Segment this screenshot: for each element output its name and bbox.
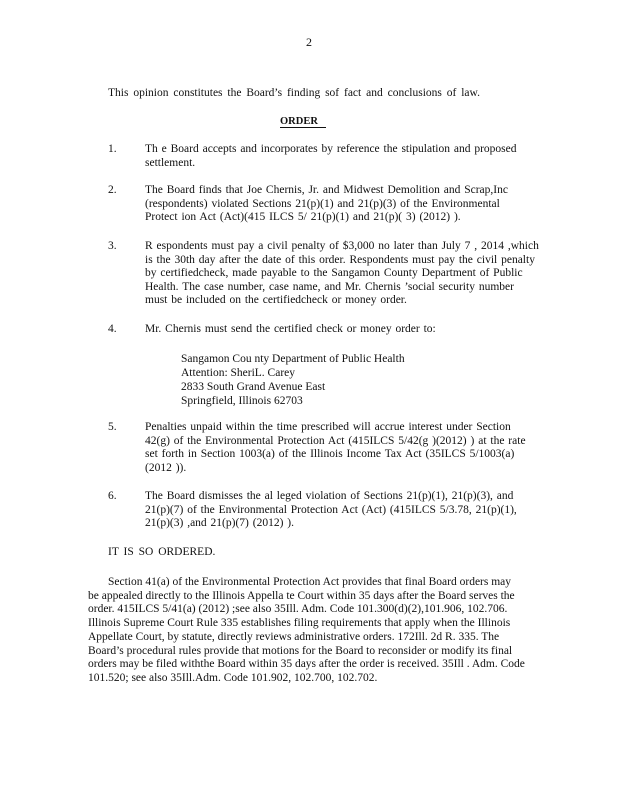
item-line: is the 30th day after the date of this order. Respondents must pay the civil penalty	[145, 253, 535, 266]
item-line: R espondents must pay a civil penalty of $3,000 no later than July 7 , 2014 ,which	[145, 240, 539, 252]
item-number: 6.	[108, 490, 117, 502]
item-line: Th e Board accepts and incorporates by reference the stipulation and proposed	[145, 143, 517, 155]
item-number: 4.	[108, 323, 117, 335]
item-line: set forth in Section 1003(a) of the Illinois Income Tax Act (35ILCS 5/1003(a)	[145, 448, 515, 460]
order-heading: ORDER	[280, 116, 326, 128]
item-line: Penalties unpaid within the time prescribed will accrue interest under Section	[145, 421, 511, 433]
paragraph-line: order. 415ILCS 5/41(a) (2012) ;see also 35Ill. Adm. Code 101.300(d)(2),101.906, 102.706.	[88, 603, 508, 616]
item-line: Health. The case number, case name, and Mr. Chernis ’social security number	[145, 280, 514, 293]
so-ordered: IT IS SO ORDERED.	[108, 546, 216, 558]
item-line: 21(p)(3) ,and 21(p)(7) (2012) ).	[145, 517, 294, 529]
item-line: (2012 )).	[145, 461, 187, 474]
payment-address	[181, 352, 405, 408]
address-line: 2833 South Grand Avenue East	[181, 381, 326, 393]
address-line: Sangamon Cou nty Department of Public Health	[181, 353, 405, 365]
item-line: by certifiedcheck, made payable to the Sangamon County Department of Public	[145, 267, 523, 279]
order-item-3	[145, 240, 540, 308]
paragraph-line: Section 41(a) of the Environmental Protection Act provides that final Board orders may	[108, 576, 512, 588]
item-line: Protect ion Act (Act)(415 ILCS 5/ 21(p)(1) and 21(p)( 3) (2012) ).	[145, 211, 461, 223]
appeal-paragraph	[88, 576, 533, 686]
paragraph-line: Board’s procedural rules provide that motions for the Board to reconsider or modify its final	[88, 644, 513, 657]
item-number: 1.	[108, 143, 117, 155]
order-item-4	[145, 323, 540, 337]
item-number: 2.	[108, 184, 117, 196]
item-line: The Board finds that Joe Chernis, Jr. and Midwest Demolition and Scrap,Inc	[145, 184, 508, 196]
order-item-1	[145, 143, 540, 170]
item-line: 21(p)(7) of the Environmental Protection Act (Act) (415ILCS 5/3.78, 21(p)(1),	[145, 503, 517, 516]
item-number: 5.	[108, 421, 117, 433]
address-line: Springfield, Illinois 62703	[181, 395, 303, 407]
item-line: The Board dismisses the al leged violation of Sections 21(p)(1), 21(p)(3), and	[145, 490, 514, 502]
intro-text: This opinion constitutes the Board’s finding sof fact and conclusions of law.	[108, 87, 480, 99]
paragraph-line: orders may be filed withthe Board within 35 days after the order is received. 35Ill . Adm. Code	[88, 658, 525, 671]
item-line: 42(g) of the Environmental Protection Act (415ILCS 5/42(g )(2012) ) at the rate	[145, 434, 526, 447]
item-line: settlement.	[145, 156, 196, 169]
item-line: Mr. Chernis must send the certified check or money order to:	[145, 323, 436, 335]
order-item-2	[145, 184, 540, 225]
item-line: (respondents) violated Sections 21(p)(1) and 21(p)(3) of the Environmental	[145, 197, 500, 210]
item-number: 3.	[108, 240, 117, 252]
paragraph-line: Illinois Supreme Court Rule 335 establishes filing requirements that apply when the Illinois	[88, 617, 511, 630]
paragraph-line: 101.520; see also 35Ill.Adm. Code 101.902, 102.700, 102.702.	[88, 671, 378, 684]
paragraph-line: Appellate Court, by statute, directly reviews administrative orders. 172Ill. 2d R. 335. The	[88, 630, 500, 643]
item-line: must be included on the certifiedcheck or money order.	[145, 294, 407, 306]
paragraph-line: be appealed directly to the Illinois Appella te Court within 35 days after the Board serves the	[88, 589, 515, 602]
order-item-5	[145, 421, 540, 475]
page-number: 2	[306, 35, 312, 49]
order-item-6	[145, 490, 540, 531]
address-line: Attention: SheriL. Carey	[181, 367, 296, 379]
